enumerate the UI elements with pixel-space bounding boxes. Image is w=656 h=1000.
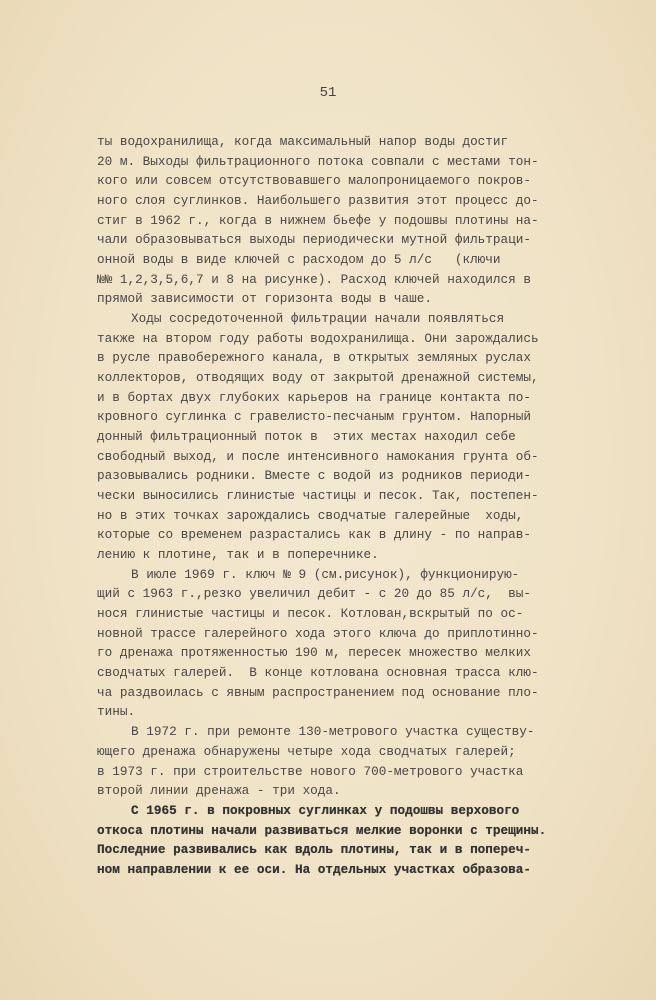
text-line: в 1973 г. при строительстве нового 700-метрового участка [97, 763, 524, 779]
text-line: свободный выход, и после интенсивного намокания грунта об- [97, 448, 539, 464]
text-line: №№ 1,2,3,5,6,7 и 8 на рисунке). Расход ключей находился в [97, 271, 531, 287]
page-number: 51 [319, 85, 337, 101]
text-line: и в бортах двух глубоких карьеров на границе контакта по- [97, 389, 531, 405]
text-line: ного слоя суглинков. Наибольшего развития этот процесс до- [97, 193, 539, 209]
text-line: онной воды в виде ключей с расходом до 5 л/с (ключи [97, 252, 501, 268]
paragraph [97, 801, 567, 880]
text-line: которые со временем разрастались как в длину - по направ- [97, 527, 531, 543]
text-line: стиг в 1962 г., когда в нижнем бьефе у подошвы плотины на- [97, 212, 539, 228]
text-line: второй линии дренажа - три хода. [97, 783, 341, 799]
text-line: ты водохранилища, когда максимальный напор воды достиг [97, 134, 509, 149]
text-line: донный фильтрационный поток в этих местах находил себе [97, 429, 516, 445]
paragraph [97, 722, 567, 801]
text-line: чески выносились глинистые частицы и песок. Так, постепен- [97, 488, 539, 504]
text-line: го дренажа протяженностью 190 м, пересек множество мелких [97, 645, 531, 661]
text-line: тины. [97, 704, 136, 720]
paragraph [97, 565, 567, 722]
text-line: ча раздвоилась с явным распространением под основание пло- [97, 684, 539, 700]
text-line: В июле 1969 г. ключ № 9 (см.рисунок), функционирую- [131, 566, 520, 582]
text-line: лению к плотине, так и в поперечнике. [97, 547, 379, 563]
paragraph [97, 309, 567, 565]
document-body [97, 132, 567, 880]
text-line: прямой зависимости от горизонта воды в чаше. [97, 291, 433, 307]
text-line: кровного суглинка с гравелисто-песчаным грунтом. Напорный [97, 409, 531, 425]
text-line: нося глинистые частицы и песок. Котлован,вскрытый по ос- [97, 606, 524, 622]
text-line: В 1972 г. при ремонте 130-метрового участка существу- [131, 724, 535, 740]
text-line: чали образовываться выходы периодически мутной фильтраци- [97, 232, 531, 248]
text-line: в русле правобережного канала, в открытых земляных руслах [97, 350, 531, 366]
text-line: 20 м. Выходы фильтрационного потока совпали с местами тон- [97, 153, 539, 169]
text-line: но в этих точках зарождались сводчатые галерейные ходы, [97, 507, 524, 523]
text-line: откоса плотины начали развиваться мелкие воронки с трещины. [97, 822, 547, 838]
paragraph [97, 132, 567, 309]
text-line: Последние развивались как вдоль плотины, так и в попереч- [97, 842, 531, 858]
text-line: коллекторов, отводящих воду от закрытой дренажной системы, [97, 370, 539, 386]
text-line: щий с 1963 г.,резко увеличил дебит - с 20 до 85 л/с, вы- [97, 586, 531, 602]
text-line: кого или совсем отсутствовавшего малопроницаемого покров- [97, 173, 531, 189]
text-line: С 1965 г. в покровных суглинках у подошвы верхового [131, 802, 520, 818]
text-line: Ходы сосредоточенной фильтрации начали появляться [131, 311, 505, 327]
text-line: разовывались родники. Вместе с водой из родников периоди- [97, 468, 531, 484]
text-line: ющего дренажа обнаружены четыре хода сводчатых галерей; [97, 743, 516, 759]
text-line: ном направлении к ее оси. На отдельных участках образова- [97, 861, 531, 877]
text-line: сводчатых галерей. В конце котлована основная трасса клю- [97, 665, 539, 681]
text-line: также на втором году работы водохранилища. Они зарождались [97, 330, 539, 346]
text-line: новной трассе галерейного хода этого ключа до приплотинно- [97, 625, 539, 641]
